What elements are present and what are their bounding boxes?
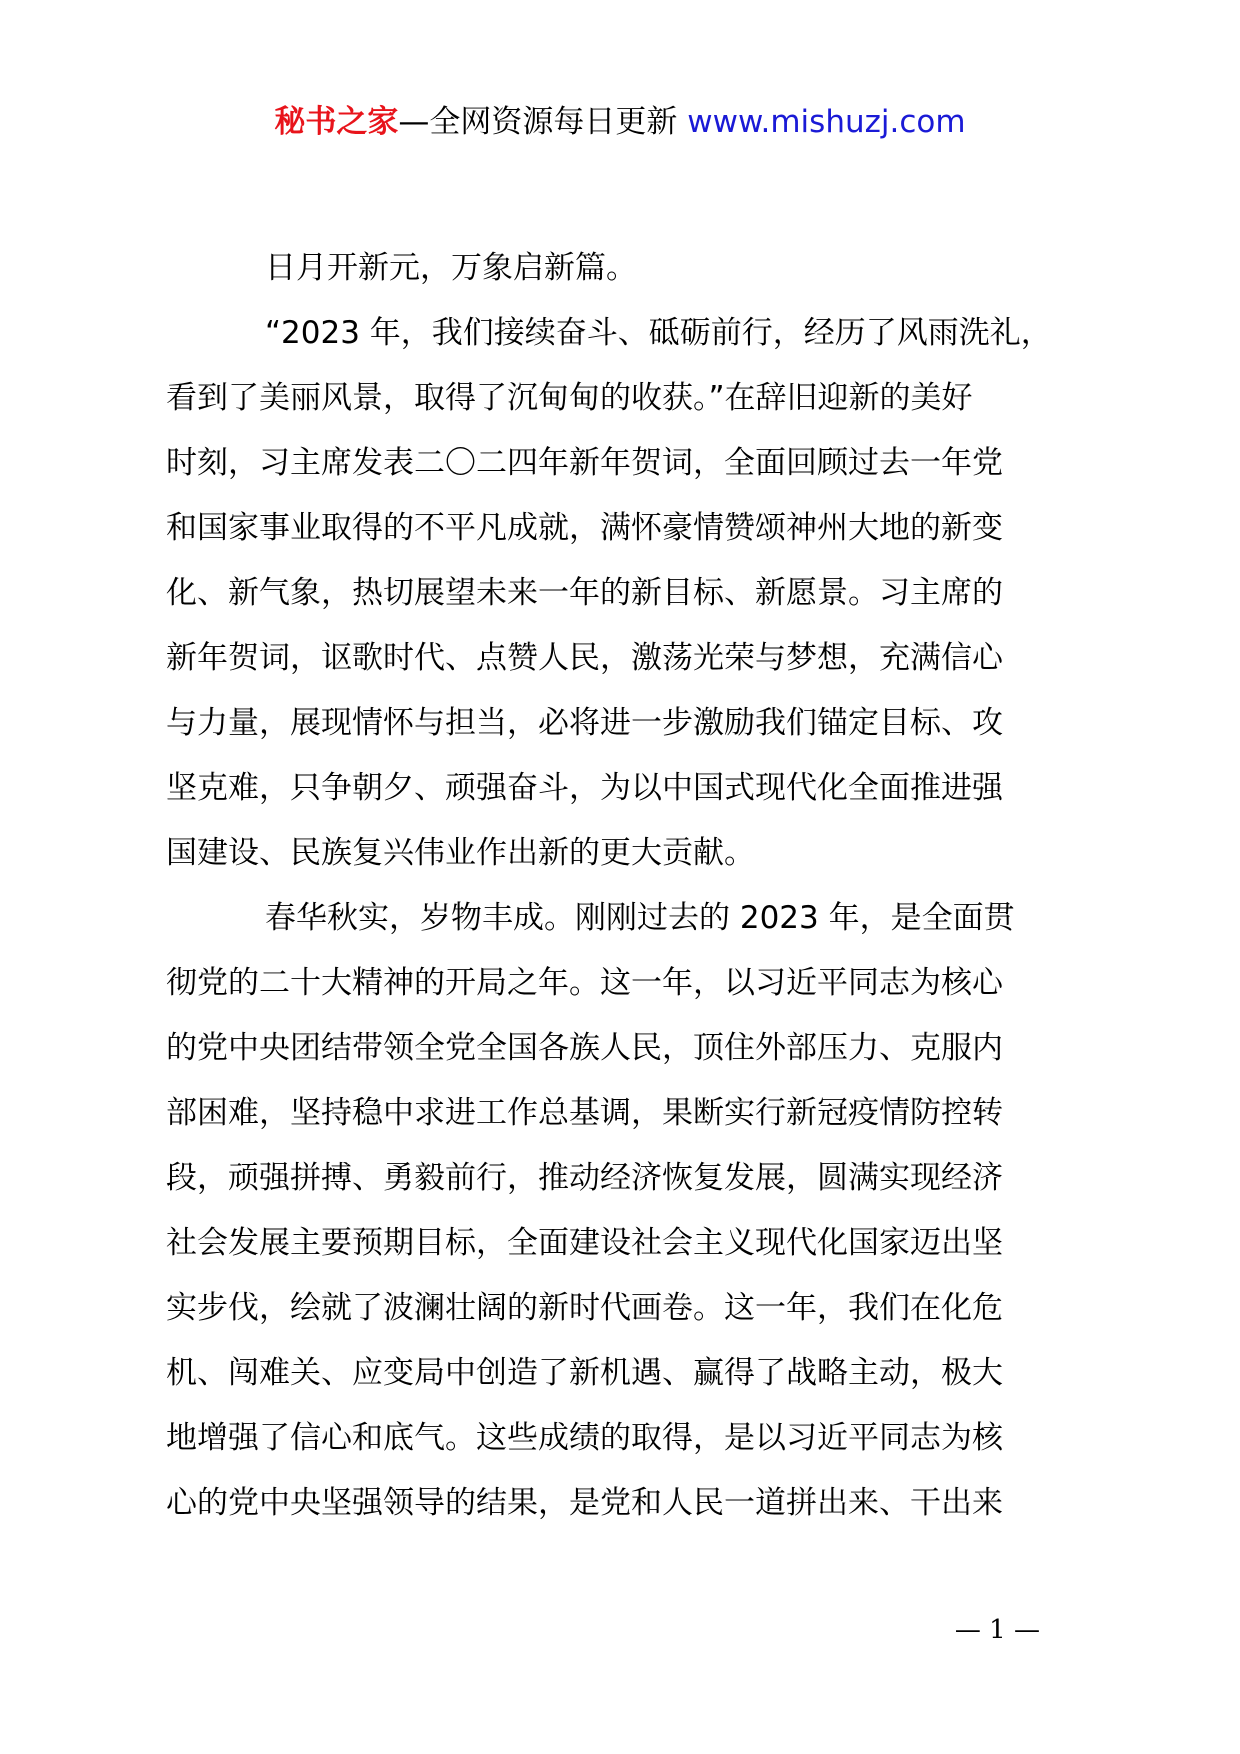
paragraph-line: 部困难，坚持稳中求进工作总基调，果断实行新冠疫情防控转 [166, 1095, 1003, 1131]
paragraph-line: 国建设、民族复兴伟业作出新的更大贡献。 [166, 835, 755, 871]
paragraph-line: 机、闯难关、应变局中创造了新机遇、赢得了战略主动，极大 [166, 1355, 1003, 1391]
site-tagline: —全网资源每日更新 [398, 104, 678, 140]
paragraph-line: 心的党中央坚强领导的结果，是党和人民一道拼出来、干出来 [166, 1485, 1003, 1521]
paragraph-line: 新年贺词，讴歌时代、点赞人民，激荡光荣与梦想，充满信心 [166, 640, 1003, 676]
paragraph-line: 春华秋实，岁物丰成。刚刚过去的 2023 年，是全面贯 [265, 900, 1015, 936]
document-body [166, 236, 1106, 1536]
page-number: — 1 — [954, 1615, 1040, 1645]
paragraph-line: 段，顽强拼搏、勇毅前行，推动经济恢复发展，圆满实现经济 [166, 1160, 1003, 1196]
paragraph-line: “2023 年，我们接续奋斗、砥砺前行，经历了风雨洗礼， [265, 315, 1052, 351]
paragraph-line: 彻党的二十大精神的开局之年。这一年，以习近平同志为核心 [166, 965, 1003, 1001]
paragraph-line: 和国家事业取得的不平凡成就，满怀豪情赞颂神州大地的新变 [166, 510, 1003, 546]
site-header [0, 100, 1240, 144]
paragraph-line: 实步伐，绘就了波澜壮阔的新时代画卷。这一年，我们在化危 [166, 1290, 1003, 1326]
paragraph-line: 地增强了信心和底气。这些成绩的取得，是以习近平同志为核 [166, 1420, 1003, 1456]
paragraph-line: 的党中央团结带领全党全国各族人民，顶住外部压力、克服内 [166, 1030, 1003, 1066]
paragraph-line: 与力量，展现情怀与担当，必将进一步激励我们锚定目标、攻 [166, 705, 1003, 741]
paragraph-line: 坚克难，只争朝夕、顽强奋斗，为以中国式现代化全面推进强 [166, 770, 1003, 806]
paragraph-line: 时刻，习主席发表二〇二四年新年贺词，全面回顾过去一年党 [166, 445, 1003, 481]
paragraph-line: 社会发展主要预期目标，全面建设社会主义现代化国家迈出坚 [166, 1225, 1003, 1261]
site-url-link[interactable]: www.mishuzj.com [687, 104, 966, 140]
paragraph-line: 日月开新元，万象启新篇。 [265, 250, 637, 286]
paragraph-line: 化、新气象，热切展望未来一年的新目标、新愿景。习主席的 [166, 575, 1003, 611]
site-brand: 秘书之家 [274, 104, 399, 140]
paragraph-line: 看到了美丽风景，取得了沉甸甸的收获。”在辞旧迎新的美好 [166, 380, 973, 416]
